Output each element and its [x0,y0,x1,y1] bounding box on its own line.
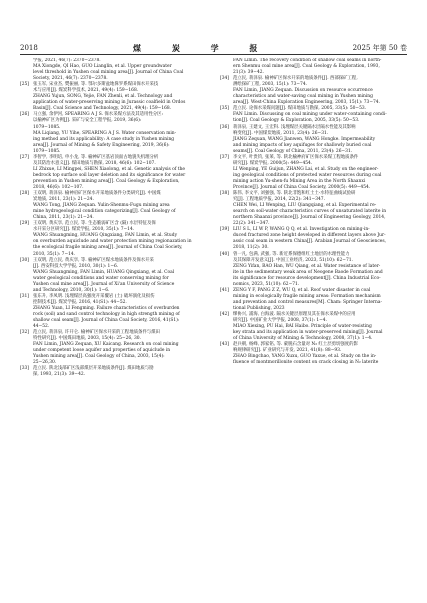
reference-line: 李智学, 李明培, 申小龙, 等. 榆神矿区基岩顶面古地貌失机理分析 [33,154,159,160]
reference-line: 1079−1085. [33,124,61,130]
reference-text [33,330,207,366]
reference-line: and Technology, 2010, 30(1): 1−6. [33,287,110,293]
reference-line: 范立民. 论保水采煤问题[J]. 煤田地质与勘探, 2005, 33(5): 50−53. [233,106,367,112]
reference-line: seams[J]. Coal Geology of China, 2011, 23(4): 26−31. [233,148,353,154]
reference-entry [220,58,407,76]
reference-line: FAN Limin. Discussing on coal mining under water-containing condi- [233,112,387,118]
reference-line: under competent loose aquifer and properties of aquiclude in [33,348,171,354]
reference-entry [20,191,207,221]
reference-text [233,106,407,124]
reference-number: [29] [20,221,30,227]
journal-title: 煤 炭 学 报 [133,43,272,53]
reference-number: [39] [220,227,230,233]
reference-line: 王双明, 蒋泽泉. 榆神府矿区保水开采地质条件分类研究[J]. 中国煤 [33,191,161,197]
reference-entry [20,112,207,154]
reference-line: ing method and its applicability: A case study in Yushen mining [33,136,175,142]
reference-line: MIAO Xiexing, PU Hai, BAI Haibo. Principle of water-resisting [233,324,372,330]
reference-text [233,252,407,288]
reference-line: 21(3): 39−42. [233,70,264,76]
reference-text [233,76,407,106]
reference-line: 测绘探矿工程, 2003, 15(1): 73−74. [233,82,308,88]
reference-line: 25−26,30. [33,360,57,366]
reference-line: ZENG Y F, PANG Z Z, WU Q, et al. Roof water disaster in coal [233,287,371,293]
reference-number: [40] [220,251,230,257]
reference-entry [220,288,407,312]
reference-number: [38] [220,191,230,197]
reference-line: ZHAO Bingchao, YANG Xuxu, GUO Yaxue, et al. Study on the in- [233,354,377,360]
reference-line: 王双明, 黄庆享, 范立民, 等. 生态脆弱矿区含 (隔) 水层特征及保 [33,221,156,227]
reference-line: northern Shaanxi province[J]. Journal of Engineering Geology, 2014, [233,215,386,221]
reference-number: [43] [220,342,230,348]
reference-line: mining in ecologically fragile mining areas: Formation mechanism [233,293,381,299]
reference-line: bedrock top surface soil layer deletion and its significance for water [33,172,186,178]
reference-line: Province[J]. Journal of China Coal Society, 2000(5): 449−454. [233,184,371,190]
reference-line: LIU S L, LI W P, WANG Q Q, et al. Investigation on mining-in- [233,227,370,233]
reference-line: tion[J]. Coal Geology & Exploration, 2005, 33(5): 50−53. [233,118,360,124]
reference-number: [42] [220,311,230,317]
reference-line: 曾一凡, 包满, 武强, 等. 新近系保德组红土地层的水理性能力 [233,251,350,257]
reference-line: MA Liqiang, YU Yihe, SPEARING A J S. Water conservation min- [33,130,177,136]
reference-entry [20,330,207,366]
reference-text [233,227,407,251]
reference-number: [32] [20,330,30,336]
reference-line: China, 2011, 23(1): 21−24. [33,215,94,221]
reference-line: 马立强, 余伊河, SPEARING A J S. 保水采煤方法及其适用性分区: [33,112,163,118]
reference-text [233,58,407,76]
reference-entry [220,312,407,342]
reference-text [33,258,207,294]
reference-line: application of water-preserving mining in Jurassic coalfield in Ordos [33,100,186,106]
reference-entry [220,155,407,191]
reference-line: 及其防治水意义[J]. 煤田地质与勘探, 2018, 46(6): 102−107. [33,160,156,166]
reference-line: LI Wenping, YE Guijun, ZHANG Lai, et al. Study on the engineer- [233,166,379,172]
reference-text [233,312,407,342]
reference-line: CHEN Wei, LI Wenping, LIU Qiangqiang, et al. Experimental re- [233,203,377,209]
reference-line: [J]. 西安科技大学学报, 2010, 30(1): 1−6. [33,263,119,269]
reference-line: mine hydrogeological condition categorizing[J]. Coal Geology of [33,209,176,215]
reference-text [33,155,207,191]
reference-line: 响变化[J]. 中国煤炭地质, 2011, 23(4): 26−31. [233,130,329,136]
reference-number: [25] [20,82,30,88]
reference-line: fluence of montmorillonite content on crack closing in N₂ laterite [233,360,379,366]
reference-line: 陈伟, 李文平, 刘强强, 等. 陕北非饱和红土土-水特征曲线试验研 [233,191,356,197]
reference-number: [34] [220,76,230,82]
reference-number: [35] [220,106,230,112]
reference-text [233,342,407,366]
reference-line: tional Publishing, 2023 [233,305,285,311]
reference-entry [220,252,407,288]
reference-line: and prevention and control measures[M]. Cham: Springer Interna- [233,299,382,305]
reference-line: JIANG Zequan, WANG Jianwen, WANG Hongke. Impermeability [233,136,376,142]
reference-number: [26] [20,112,30,118]
reference-line: 2018, 11(2): 30. [233,245,269,251]
reference-entry [20,258,207,294]
reference-line: assic coal seam in western China[J]. Arabian Journal of Geosciences, [233,239,387,245]
reference-line: 蒋泽泉, 王建文, 王宏科. 浅埋煤层关键隔水层隔水性能及其影响 [233,124,356,130]
reference-number: [27] [20,154,30,160]
reference-line: 王双明, 范立民, 黄庆享, 等. 榆神矿区煤水地质条件及保水开采 [33,257,154,263]
reference-line: 44−52. [33,324,50,330]
reference-line: the ecological fragile mining area[J]. Journal of China Coal Society, [33,245,183,251]
reference-line: 以榆神矿区为例[J]. 采矿与安全工程学报, 2019, 36(6): [33,118,142,124]
reference-line: 李文平, 叶贵钧, 张莱, 等. 陕北榆神府矿区保水采煤工程地质条件 [233,154,359,160]
reference-line: FAN Limin. The recovery condition of shallow coal seams in north- [233,58,382,63]
reference-line: ern Shenmu coal mine area[J]. Coal Geology & Exploration, 1993, [233,64,380,70]
reference-line: Yushen coal mine area[J]. Journal of Xi'an University of Science [33,281,175,287]
reference-line: key strata and its application in water-preserved mining[J]. Journal [233,330,383,336]
reference-number: [28] [20,191,30,197]
reference-entry [220,76,407,106]
reference-line: rock (soil) and sand control technology in high strength mining of [33,311,180,317]
reference-entry [20,58,207,82]
reference-text [33,366,207,378]
right-column [220,58,407,597]
reference-line: 缪协兴, 浦海, 白海波. 隔水关键层原理及其在保水采煤中的应用 [233,311,356,317]
reference-line: WANG Shuangming, FAN Limin, HUANG Qingxiang, et al. Coal [33,269,175,275]
reference-line: WANG Shuangming, HUANG Qingxiang, FAN Limin, et al. Study [33,233,178,239]
reference-line: MA Xiongde, QI Hao, GUO Lianglin, et al. Upper groundwater [33,64,172,70]
reference-line: and mining impacts of key aquifuges for shallowly buried coal [233,142,372,148]
reference-text [233,125,407,155]
reference-line: 张东升, 李凤明. 浅埋煤层高强度开采覆岩 (土) 破坏演化及损伤 [33,293,155,299]
reference-line: 1079−1085. [33,148,61,154]
reference-entry [20,221,207,257]
reference-line: ite in the sedimentary weak area of Neogene Baode Formation and [233,269,383,275]
reference-line: Yushen mining area[J]. Coal Geology of China, 2003, 15(4): [33,354,165,360]
reference-number: [30] [20,257,30,263]
reference-entry [220,227,407,251]
reference-number: [37] [220,154,230,160]
reference-line: 范立民. 陕北浅部矿区浅部煤层开采地质条件[J]. 煤田地质与勘 [33,366,154,372]
reference-text [33,221,207,257]
reference-line: 2018, 46(6): 102−107. [33,184,84,190]
reference-line: level threshold in Yushen coal mining area[J]. Journal of China Coal [33,70,184,76]
reference-line: FAN Limin, JIANG Zequan. Discussion on resource occurrence [233,88,373,94]
reference-line: characteristics and water-saving coal mining in Yushen mining [233,94,373,100]
reference-columns [20,58,407,597]
reference-line: 特性研究[J]. 中国煤田地质, 2003, 15(4): 25−26, 30. [33,336,141,342]
reference-entry [220,125,407,155]
reference-text [33,82,207,112]
reference-line: 研究[J]. 中国矿业大学学报, 2008, 37(1): 1−4. [233,318,327,324]
reference-entry [20,366,207,378]
reference-line: 赵兵朝, 杨峰, 郭家铭, 等. 蒙脱石含量对 N₂ 红土层剪切强度的影 [233,342,358,348]
reference-entry [220,342,407,366]
reference-line: of China University of Mining & Technology, 2008, 37(1): 1−4. [233,336,373,342]
reference-line: water geological conditions and water conserving mining for [33,275,169,281]
reference-line: LI Zhixue, LI Mingpei, SHEN Xiaolong, et al. Genetic analysis of the [33,166,185,172]
reference-line: its significance for resource development[J]. China Industrial Eco- [233,275,381,281]
reference-text [33,112,207,154]
reference-line: ZENG Yifan, BAO Han, WU Qiang, et al. Water resistance of later- [233,263,381,269]
reference-line: 22(2): 341−347. [233,221,270,227]
reference-line: FAN Limin, JIANG Zequan, XU Kaicang. Research on coal mining [33,342,179,348]
reference-line: 张玉军, 宋业杰, 樊振丽, 等. 鄂尔多斯盆地侏罗系煤田保水开采技 [33,82,159,88]
reference-entry [220,106,407,124]
reference-line: area[J]. Journal of Mining & Safety Engineering, 2019, 36(6): [33,142,170,148]
reference-entry [220,191,407,227]
reference-number: [33] [20,366,30,372]
reference-line: search on soil-water characteristics curves of unsaturated laterite in [233,209,387,215]
reference-line: ing geological conditions of protected water resources during coal [233,172,382,178]
reference-text [33,58,207,82]
reference-line: nomics, 2023, 51(10): 62−71. [233,281,300,287]
reference-text [33,191,207,221]
reference-line: 究[J]. 工程地质学报, 2014, 22(2): 341−347. [233,197,325,203]
reference-line: 范立民, 蒋泽泉, 许开仑. 榆神矿区保水开采的工程地质条件与煤田 [33,330,160,336]
reference-text [33,294,207,330]
reference-line: 研究[J]. 煤炭学报, 2000(5): 449−454. [233,160,313,166]
reference-line: on overburden aquiclude and water protection mining regionazation in [33,239,192,245]
reference-line: mining action Yu-shen-fu Mining Area in the North Shaanxi [233,178,366,184]
reference-number: [41] [220,287,230,293]
reference-line: 术与应用[J]. 煤炭科学技术, 2021, 49(4): 159−168. [33,88,139,94]
reference-number: [31] [20,293,30,299]
reference-text [233,191,407,227]
reference-line: Basin[J]. Coal Science and Technology, 2021, 49(4): 159−168. [33,106,172,112]
issue-info: 2025 年第 50 卷 [352,44,407,52]
reference-line: Society, 2021, 46(7): 2370−2378. [33,76,108,82]
reference-line: WANG Tong, JIANG Zequan. Yulin-Shenmu-Fugu mining area [33,203,170,209]
reference-entry [20,155,207,191]
reference-line: ZHANG Yuan, LI Fengming. Failure characteristics of overburden [33,305,180,311]
reference-text [233,288,407,312]
reference-number: [36] [220,124,230,130]
reference-line: 控制技术[J]. 煤炭学报, 2016, 41(S1): 44−52. [33,299,127,305]
reference-line: ZHANG Yujun, SONG, Yejie, FAN Zhenli, et al. Technology and [33,94,173,100]
reference-entry [20,294,207,330]
reference-text [233,155,407,191]
reference-line: 范立民, 蒋泽泉. 榆神矿区保水开采的地质条件[J]. 西部探矿工程, [233,76,358,82]
page-number: 2018 [20,44,38,52]
reference-line: 响规律研究[J]. 矿业研究与开发, 2021, 41(8): 88−93. [233,348,342,354]
reference-line: 探, 1993, 21(3): 39−42. [33,372,86,378]
reference-line: shallow coal seam[J]. Journal of China Coal Society, 2016, 41(S1): [33,318,180,324]
reference-line: 及其保障开发意义[J]. 中国工业经济, 2023, 51(10): 62−71. [233,257,353,263]
reference-entry [20,82,207,112]
reference-line: duced fractured zone height developed in different layers above Jur- [233,233,386,239]
left-column [20,58,207,597]
reference-line: 学报, 2021, 46(7): 2370−2378. [33,58,101,63]
reference-line: 炭地质, 2011, 23(1): 21−24. [33,197,94,203]
page-header [20,40,407,55]
reference-line: 2010, 35(1): 7−14. [33,251,76,257]
reference-line: prevention in Yushen mining area[J]. Coal Geology & Exploration, [33,178,180,184]
reference-line: 水开采分区研究[J]. 煤炭学报, 2010, 35(1): 7−14. [33,227,135,233]
reference-line: area[J]. West-China Exploration Engineering, 2003, 15(1): 73−74. [233,100,380,106]
